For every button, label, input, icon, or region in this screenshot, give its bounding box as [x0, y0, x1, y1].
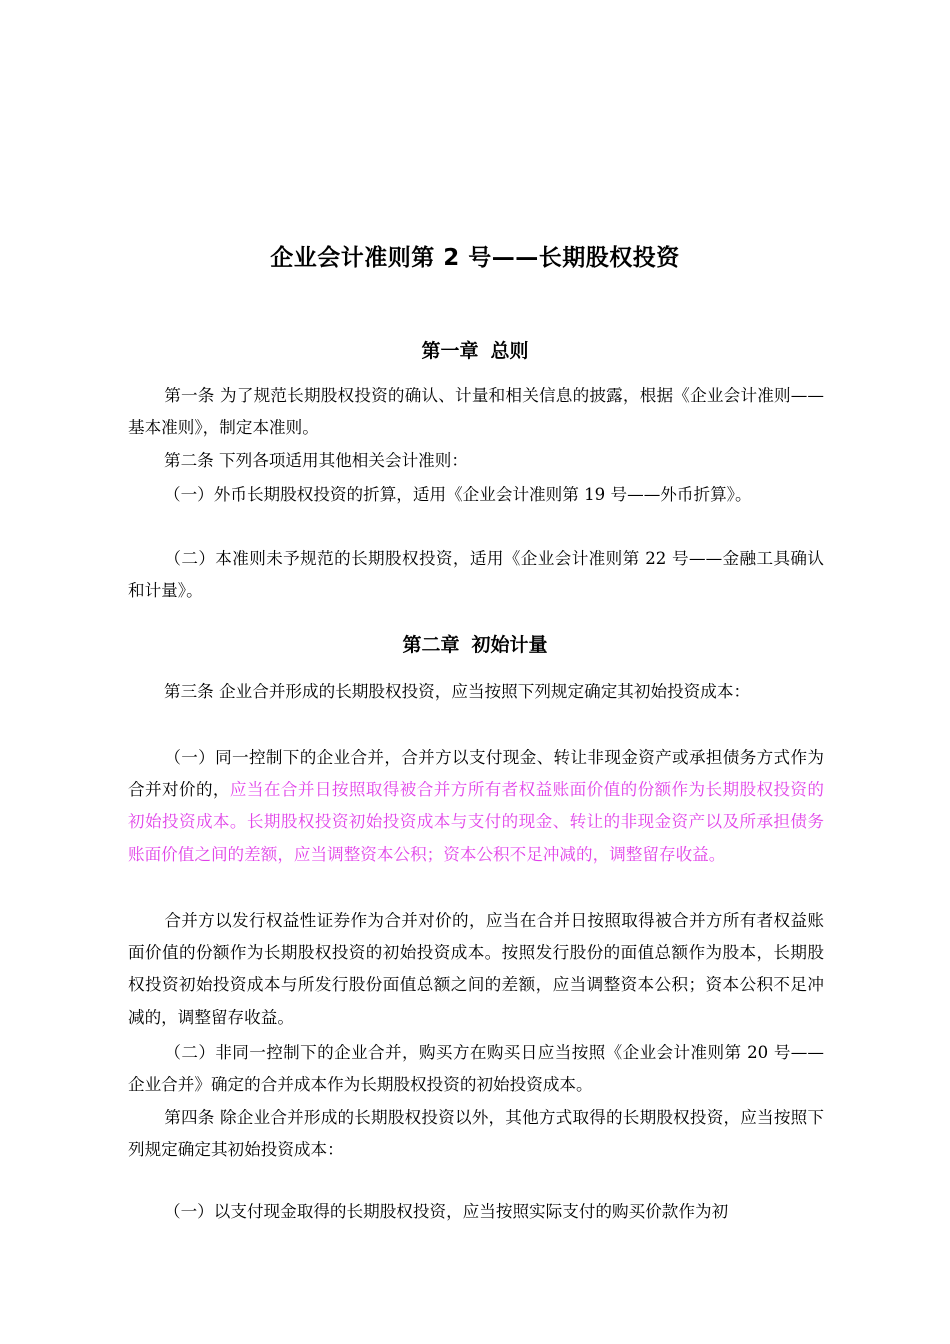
chapter-label: 第二章	[402, 634, 460, 656]
article-4-paragraph	[128, 1102, 824, 1166]
article-3-item-1-text: （一）同一控制下的企业合并，合并方以支付现金、转让非现金资产或承担债务方式作为合并对价的，	[128, 748, 824, 800]
article-4-item-1	[128, 1196, 824, 1228]
article-2-item-2	[128, 543, 824, 607]
article-2-text: 第二条 下列各项适用其他相关会计准则：	[164, 451, 468, 470]
chapter-heading-2	[0, 630, 950, 660]
article-2-paragraph	[128, 445, 824, 477]
article-3-paragraph	[128, 676, 824, 708]
chapter-label: 第一章	[421, 340, 479, 362]
article-3-continued-text: 合并方以发行权益性证券作为合并对价的，应当在合并日按照取得被合并方所有者权益账面价值的份额作为长期股权投资的初始投资成本。按照发行股份的面值总额作为股本，长期股权投资初始投资成本与所发行股份面值总额之间的差额，应当调整资本公积；资本公积不足冲减的，调整留存收益。	[128, 911, 824, 1027]
highlighted-text: 应当在合并日按照取得被合并方所有者权益账面价值的份额作为长期股权投资的初始投资成本。长期股权投资初始投资成本与支付的现金、转让的非现金资产以及所承担债务账面价值之间的差额，应当调整资本公积；资本公积不足冲减的，调整留存收益。	[128, 780, 825, 864]
article-3-item-1-continued	[128, 905, 824, 1034]
article-3-text: 第三条 企业合并形成的长期股权投资，应当按照下列规定确定其初始投资成本：	[164, 682, 751, 701]
chapter-name: 总则	[490, 340, 529, 362]
article-2-item-1-text: （一）外币长期股权投资的折算，适用《企业会计准则第 19 号——外币折算》。	[164, 485, 752, 504]
article-1-text: 第一条 为了规范长期股权投资的确认、计量和相关信息的披露，根据《企业会计准则——基本准则》，制定本准则。	[128, 386, 824, 438]
article-2-item-1	[128, 479, 824, 511]
chapter-name: 初始计量	[471, 634, 548, 656]
article-3-item-1	[128, 742, 824, 871]
chapter-heading-1	[0, 336, 950, 366]
article-3-item-2	[128, 1037, 824, 1101]
article-4-item-1-text: （一）以支付现金取得的长期股权投资，应当按照实际支付的购买价款作为初	[164, 1202, 729, 1221]
article-4-text: 第四条 除企业合并形成的长期股权投资以外，其他方式取得的长期股权投资，应当按照下列规定确定其初始投资成本：	[128, 1108, 824, 1160]
article-2-item-2-text: （二）本准则未予规范的长期股权投资，适用《企业会计准则第 22 号——金融工具确认和计量》。	[128, 549, 824, 601]
article-1-paragraph	[128, 380, 824, 444]
article-3-item-2-text: （二）非同一控制下的企业合并，购买方在购买日应当按照《企业会计准则第 20 号——企业合并》确定的合并成本作为长期股权投资的初始投资成本。	[128, 1043, 824, 1095]
document-title: 企业会计准则第 2 号——长期股权投资	[270, 245, 680, 271]
